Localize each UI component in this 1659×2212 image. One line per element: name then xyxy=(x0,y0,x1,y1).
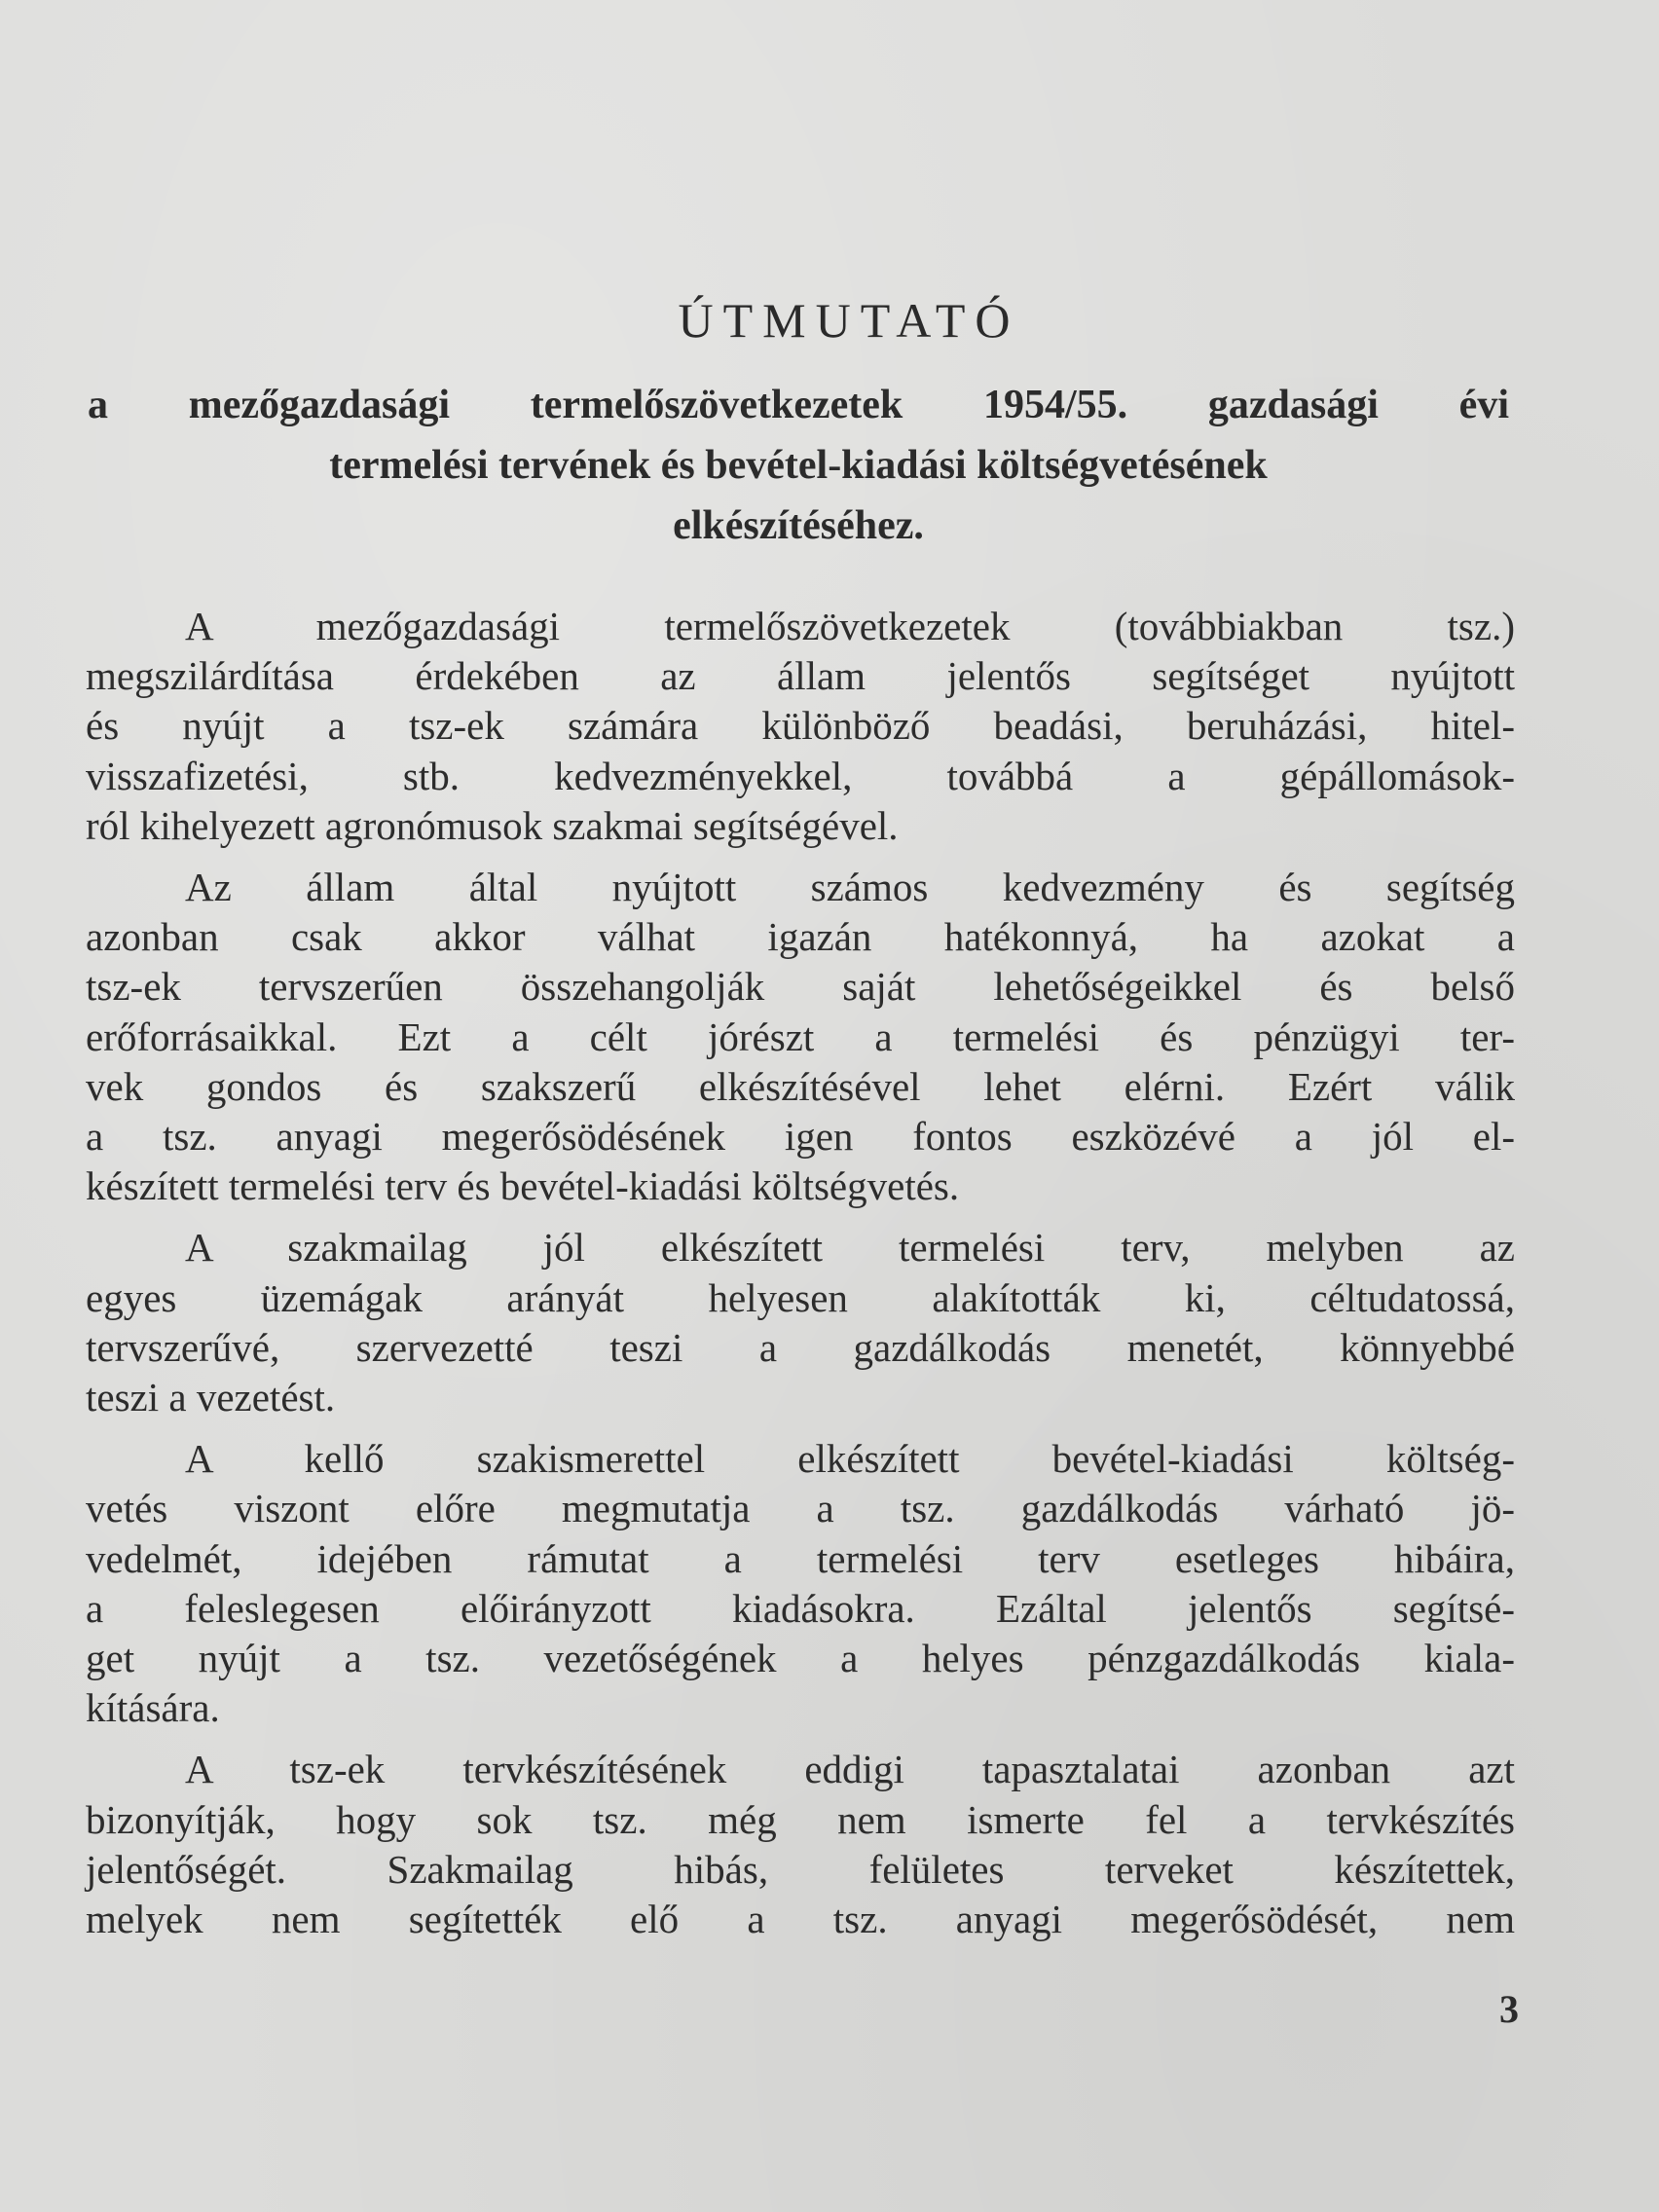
text-line: A tsz-ek tervkészítésének eddigi tapasztalatai azonban azt xyxy=(185,1747,1515,1792)
paragraph xyxy=(86,863,1515,1211)
text-line: tsz-ek tervszerűen összehangolják saját lehetőségeikkel és belső xyxy=(86,964,1515,1010)
text-line: visszafizetési, stb. kedvezményekkel, továbbá a gépállomások- xyxy=(86,753,1515,798)
text-line: teszi a vezetést. xyxy=(86,1375,336,1420)
text-line: és nyújt a tsz-ek számára különböző beadási, beruházási, hitel- xyxy=(86,703,1515,749)
text-line: A mezőgazdasági termelőszövetkezetek (továbbiakban tsz.) xyxy=(185,604,1515,648)
subtitle-line: termelési tervének és bevétel-kiadási költségvetésének xyxy=(329,443,1268,488)
text-line: készített termelési terv és bevétel-kiadási költségvetés. xyxy=(86,1163,960,1209)
text-line: megszilárdítása érdekében az állam jelentős segítséget nyújtott xyxy=(86,653,1515,699)
paragraph xyxy=(86,602,1515,851)
body-text xyxy=(86,602,1515,1956)
document-subtitle xyxy=(88,375,1509,556)
subtitle-line: elkészítéséhez. xyxy=(673,503,924,548)
text-line: vek gondos és szakszerű elkészítésével lehet elérni. Ezért válik xyxy=(86,1063,1515,1109)
subtitle-line: a mezőgazdasági termelőszövetkezetek 1954/55. gazdasági évi xyxy=(88,383,1509,427)
text-line: vedelmét, idejében rámutat a termelési terv esetleges hibáira, xyxy=(86,1535,1515,1581)
text-line: tervszerűvé, szervezetté teszi a gazdálkodás menetét, könnyebbé xyxy=(86,1324,1515,1370)
paragraph xyxy=(86,1223,1515,1422)
page-number: 3 xyxy=(1499,1987,1519,2031)
text-line: azonban csak akkor válhat igazán hatékonnyá, ha azokat a xyxy=(86,914,1515,960)
text-line: a tsz. anyagi megerősödésének igen fontos eszközévé a jól el- xyxy=(86,1114,1515,1160)
text-line: get nyújt a tsz. vezetőségének a helyes pénzgazdálkodás kiala- xyxy=(86,1636,1515,1681)
document-heading: ÚTMUTATÓ xyxy=(678,293,1020,348)
text-line: bizonyítják, hogy sok tsz. még nem ismerte fel a tervkészítés xyxy=(86,1796,1515,1842)
text-line: egyes üzemágak arányát helyesen alakították ki, céltudatossá, xyxy=(86,1274,1515,1320)
paragraph xyxy=(86,1434,1515,1733)
text-line: melyek nem segítették elő a tsz. anyagi megerősödését, nem xyxy=(86,1897,1515,1942)
text-line: Az állam által nyújtott számos kedvezmény és segítség xyxy=(185,865,1515,910)
text-line: ról kihelyezett agronómusok szakmai segítségével. xyxy=(86,802,899,848)
text-line: vetés viszont előre megmutatja a tsz. gazdálkodás várható jö- xyxy=(86,1486,1515,1531)
text-line: A szakmailag jól elkészített termelési terv, melyben az xyxy=(185,1225,1515,1271)
paragraph xyxy=(86,1745,1515,1944)
text-line: erőforrásaikkal. Ezt a célt jórészt a termelési és pénzügyi ter- xyxy=(86,1014,1515,1059)
text-line: a feleslegesen előirányzott kiadásokra. Ezáltal jelentős segítsé- xyxy=(86,1585,1515,1631)
text-line: kítására. xyxy=(86,1685,220,1731)
text-line: A kellő szakismerettel elkészített bevétel-kiadási költség- xyxy=(185,1436,1515,1482)
text-line: jelentőségét. Szakmailag hibás, felületes terveket készítettek, xyxy=(86,1846,1515,1892)
